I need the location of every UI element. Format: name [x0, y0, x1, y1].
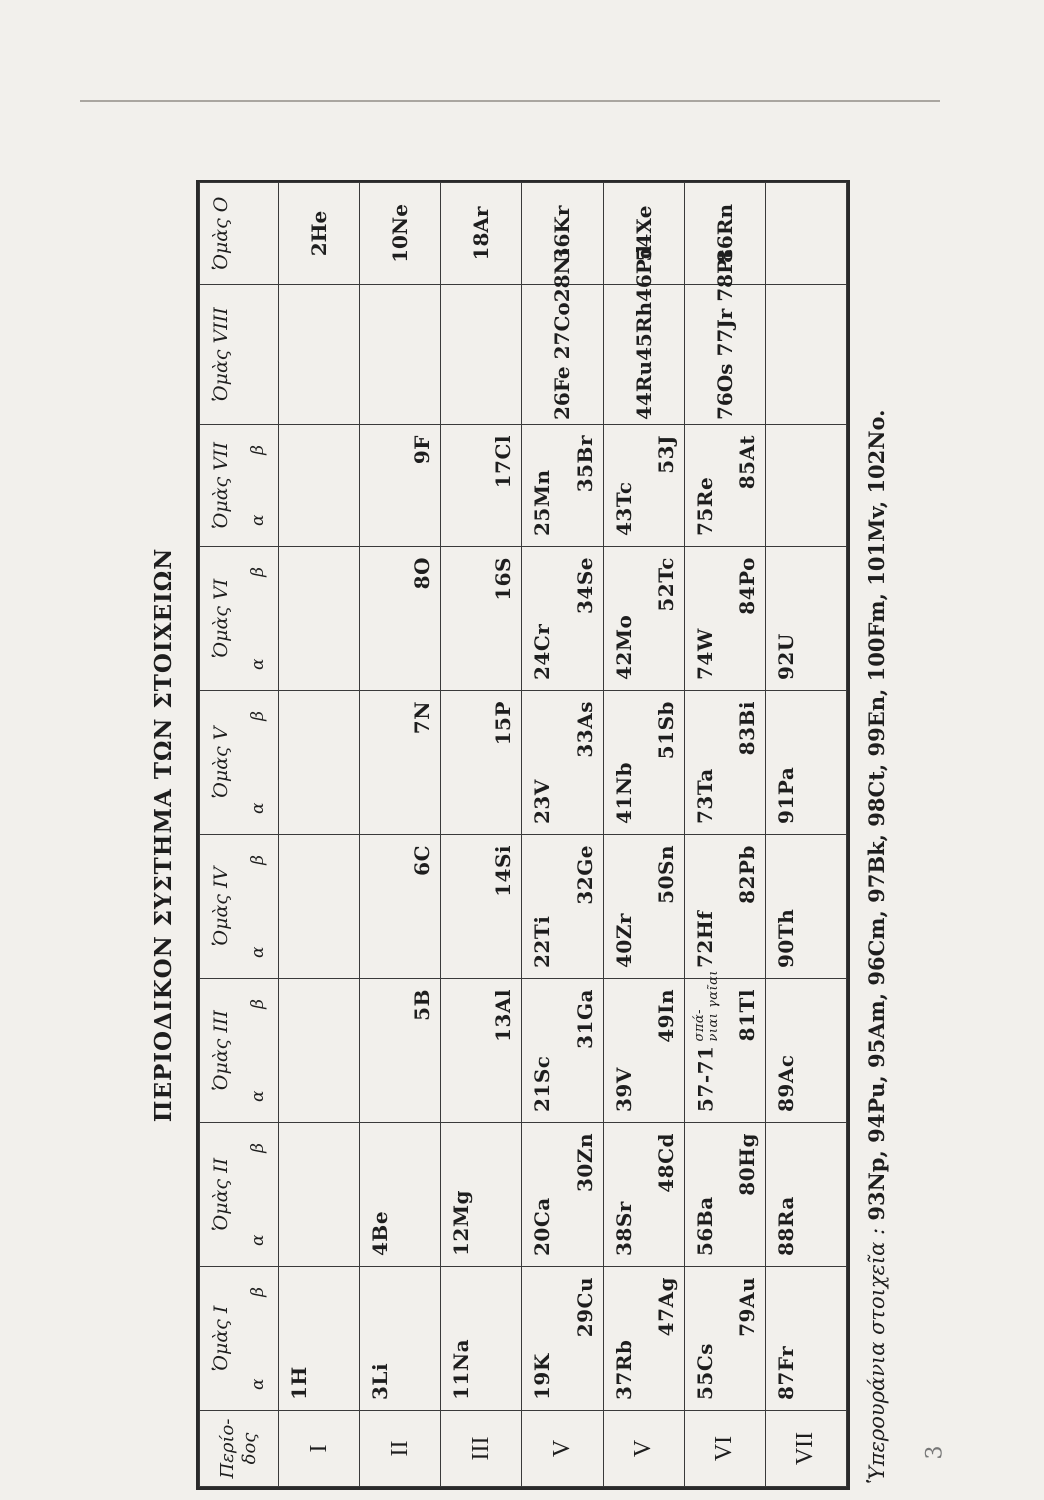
- element-symbol: 38Sr: [611, 1201, 636, 1256]
- subgroup-b-label: β: [248, 855, 268, 865]
- element-subgroup-a: [530, 1197, 554, 1256]
- period-label: I: [279, 1411, 360, 1487]
- footnote: [864, 184, 898, 1484]
- element-subgroup-a: [612, 481, 636, 536]
- element-subgroup-a: [449, 1190, 473, 1256]
- element-subgroup-b: 31Ga: [572, 989, 597, 1049]
- element-cell: [522, 979, 603, 1123]
- period-label: VII: [765, 1411, 846, 1487]
- element-cell: [360, 691, 441, 835]
- period-row: [279, 183, 360, 1487]
- period-row: [765, 183, 846, 1487]
- element-symbol: 10Ne: [388, 204, 413, 263]
- element-subgroup-b: 50Sn: [653, 845, 678, 904]
- group-name: Ὁμὰς IV: [210, 866, 232, 947]
- element-symbol: 36Kr: [550, 205, 575, 262]
- element-symbol: 26Fe 27Co28Ni: [550, 248, 575, 420]
- element-subgroup-b: 81Tl: [734, 989, 759, 1042]
- group-header-0: [200, 183, 279, 285]
- element-cell: [684, 547, 765, 691]
- group-name: Ὁμὰς VII: [210, 442, 232, 529]
- element-symbol: 87Fr: [773, 1345, 798, 1400]
- element-symbol: 57-71: [693, 1045, 718, 1112]
- element-cell: [279, 691, 360, 835]
- element-subgroup-a: [693, 911, 717, 968]
- element-cell: [765, 835, 846, 979]
- element-subgroup-b: 79Au: [734, 1277, 759, 1337]
- noble-gas-cell: [765, 183, 846, 285]
- noble-gas-cell: [603, 183, 684, 285]
- footnote-text: 93Np, 94Pu, 95Am, 96Cm, 97Bk, 98Ct, 99En, 100Fm, 101Mv, 102No.: [864, 409, 889, 1221]
- element-subgroup-b: 85At: [734, 435, 759, 490]
- element-symbol: 2He: [307, 210, 332, 257]
- noble-gas-cell: [522, 183, 603, 285]
- element-symbol: 88Ra: [773, 1196, 798, 1256]
- element-cell: [360, 425, 441, 547]
- element-subgroup-b: 15P: [491, 701, 516, 746]
- element-subgroup-a: [693, 970, 721, 1112]
- period-row: [441, 183, 522, 1487]
- page-header: [80, 68, 940, 108]
- element-cell: [603, 1267, 684, 1411]
- group-header-7: [200, 425, 279, 547]
- element-subgroup-b: 8O: [410, 557, 435, 590]
- group-viii-cell: [441, 285, 522, 425]
- element-cell: [441, 425, 522, 547]
- element-cell: [765, 691, 846, 835]
- group-name: Ὁμὰς V: [210, 726, 232, 799]
- element-cell: [279, 1123, 360, 1267]
- element-symbol: 44Ru45Rh46Pd: [631, 245, 656, 420]
- element-subgroup-a: [287, 1366, 311, 1400]
- element-subgroup-b: 82Pb: [734, 845, 759, 904]
- subgroup-a-label: α: [248, 514, 268, 526]
- group-header-3: [200, 979, 279, 1123]
- element-subgroup-b: 49In: [653, 989, 678, 1043]
- element-subgroup-b: 33As: [572, 701, 597, 758]
- period-row: [684, 183, 765, 1487]
- element-cell: [360, 835, 441, 979]
- element-symbol: 23V: [530, 779, 555, 824]
- element-symbol: 42Mo: [611, 614, 636, 680]
- element-cell: [684, 691, 765, 835]
- page-number: 3: [922, 1445, 948, 1460]
- subgroup-a-label: α: [248, 802, 268, 814]
- element-cell: [360, 979, 441, 1123]
- element-subgroup-b: 34Se: [572, 557, 597, 614]
- element-subgroup-a: [612, 913, 636, 968]
- element-cell: [684, 425, 765, 547]
- element-subgroup-b: 52Tc: [653, 557, 678, 612]
- element-subgroup-a: [530, 1056, 554, 1112]
- element-cell: [279, 425, 360, 547]
- element-symbol: 55Cs: [692, 1342, 717, 1400]
- element-cell: [279, 835, 360, 979]
- element-subgroup-a: [612, 1067, 636, 1112]
- element-subgroup-a: [693, 768, 717, 824]
- subgroup-a-label: α: [248, 1378, 268, 1390]
- element-subgroup-b: 35Br: [572, 435, 597, 493]
- element-subgroup-b: 13Al: [491, 989, 516, 1042]
- noble-gas-cell: [441, 183, 522, 285]
- group-header-8: [200, 285, 279, 425]
- element-subgroup-b: 16S: [491, 557, 516, 601]
- element-symbol: 56Ba: [692, 1196, 717, 1256]
- element-cell: [522, 547, 603, 691]
- rare-earths-note-line1: σπά-: [691, 1008, 707, 1042]
- element-subgroup-b: 14Si: [491, 845, 516, 897]
- element-cell: [765, 979, 846, 1123]
- period-row: [360, 183, 441, 1487]
- element-subgroup-a: [693, 1196, 717, 1256]
- element-subgroup-b: 5B: [410, 989, 435, 1021]
- element-cell: [522, 835, 603, 979]
- element-cell: [684, 1267, 765, 1411]
- element-subgroup-b: 30Zn: [572, 1133, 597, 1192]
- group-header-2: [200, 1123, 279, 1267]
- element-subgroup-b: 47Ag: [653, 1277, 678, 1337]
- element-subgroup-a: [774, 1346, 798, 1400]
- element-subgroup-b: 7N: [410, 701, 435, 735]
- element-symbol: 22Ti: [530, 915, 555, 968]
- element-cell: [522, 691, 603, 835]
- group-header-6: [200, 547, 279, 691]
- group-name: Ὁμὰς VI: [210, 578, 232, 659]
- group-viii-cell: [684, 249, 765, 425]
- element-cell: [603, 547, 684, 691]
- element-symbol: 11Na: [449, 1338, 474, 1400]
- subgroup-b-label: β: [248, 567, 268, 577]
- element-symbol: 74W: [692, 628, 717, 680]
- subgroup-b-label: β: [248, 711, 268, 721]
- group-name: Ὁμὰς O: [210, 196, 232, 271]
- element-subgroup-b: 80Hg: [734, 1133, 759, 1196]
- period-label: III: [441, 1411, 522, 1487]
- element-cell: [522, 1123, 603, 1267]
- element-cell: [765, 1267, 846, 1411]
- element-symbol: 40Zr: [611, 913, 636, 968]
- element-cell: [441, 835, 522, 979]
- subgroup-a-label: α: [248, 1234, 268, 1246]
- element-subgroup-a: [530, 624, 554, 680]
- header-rule: [80, 100, 940, 102]
- subgroup-b-label: β: [248, 445, 268, 455]
- group-header-5: [200, 691, 279, 835]
- element-cell: [360, 1267, 441, 1411]
- element-subgroup-b: 48Cd: [653, 1133, 678, 1193]
- element-symbol: 41Nb: [611, 761, 636, 824]
- element-cell: [765, 1123, 846, 1267]
- element-symbol: 1H: [287, 1366, 311, 1400]
- element-subgroup-b: 51Sb: [653, 701, 678, 760]
- element-symbol: 91Pa: [773, 766, 798, 824]
- element-cell: [279, 547, 360, 691]
- rare-earths-note: [693, 970, 721, 1042]
- element-cell: [441, 1123, 522, 1267]
- element-subgroup-b: 53J: [653, 435, 678, 474]
- element-cell: [441, 547, 522, 691]
- periodic-table-grid: [199, 182, 847, 1487]
- element-symbol: 12Mg: [449, 1190, 474, 1256]
- header-row: [200, 183, 279, 1487]
- element-symbol: 76Os 77Jr 78Pt: [712, 249, 737, 420]
- element-subgroup-a: [612, 1201, 636, 1256]
- element-symbol: 54Xe: [631, 205, 656, 262]
- element-cell: [684, 1123, 765, 1267]
- group-viii-cell: [360, 285, 441, 425]
- element-symbol: 86Rn: [712, 204, 737, 263]
- element-symbol: 25Mn: [530, 469, 555, 536]
- element-cell: [603, 691, 684, 835]
- element-cell: [522, 425, 603, 547]
- group-viii-cell: [279, 285, 360, 425]
- noble-gas-cell: [360, 183, 441, 285]
- group-viii-cell: [765, 285, 846, 425]
- element-symbol: 24Cr: [530, 623, 555, 680]
- periodic-table-body: [279, 183, 847, 1487]
- element-symbol: 92U: [773, 633, 798, 680]
- period-header: [200, 1411, 279, 1487]
- element-symbol: 39V: [611, 1067, 636, 1112]
- element-symbol: 3Li: [368, 1362, 393, 1400]
- element-subgroup-a: [530, 916, 554, 968]
- period-label: VI: [684, 1411, 765, 1487]
- element-cell: [441, 979, 522, 1123]
- group-viii-cell: [522, 248, 603, 425]
- rotated-table-region: [150, 180, 910, 1490]
- element-subgroup-a: [774, 1054, 798, 1112]
- element-subgroup-b: 32Ge: [572, 845, 597, 905]
- element-cell: [684, 970, 765, 1123]
- group-name: Ὁμὰς VIII: [210, 307, 232, 402]
- rare-earths-note-line2: νιαι γαῖαι: [705, 970, 721, 1042]
- element-subgroup-a: [612, 762, 636, 824]
- element-cell: [279, 979, 360, 1123]
- subgroup-a-label: α: [248, 1090, 268, 1102]
- period-label: V: [522, 1411, 603, 1487]
- element-subgroup-a: [774, 909, 798, 968]
- element-cell: [441, 1267, 522, 1411]
- subgroup-b-label: β: [248, 1287, 268, 1297]
- element-subgroup-b: 17Cl: [491, 435, 516, 489]
- element-subgroup-a: [693, 477, 717, 536]
- periodic-table: [196, 180, 850, 1490]
- element-subgroup-a: [693, 1343, 717, 1400]
- element-cell: [603, 979, 684, 1123]
- element-subgroup-a: [368, 1363, 392, 1400]
- element-symbol: 43Tc: [611, 481, 636, 536]
- subgroup-b-label: β: [248, 1143, 268, 1153]
- element-cell: [603, 1123, 684, 1267]
- element-cell: [684, 835, 765, 979]
- element-cell: [603, 425, 684, 547]
- period-label: II: [360, 1411, 441, 1487]
- element-subgroup-a: [774, 633, 798, 680]
- element-symbol: 4Be: [368, 1210, 393, 1256]
- group-viii-cell: [603, 245, 684, 425]
- element-cell: [765, 547, 846, 691]
- table-title: ΠΕΡΙΟΔΙΚΟΝ ΣΥΣΤΗΜΑ ΤΩΝ ΣΤΟΙΧΕΙΩΝ: [150, 547, 177, 1123]
- element-symbol: 72Hf: [692, 910, 717, 968]
- element-subgroup-a: [530, 779, 554, 824]
- element-symbol: 18Ar: [469, 206, 494, 261]
- subgroup-a-label: α: [248, 946, 268, 958]
- element-subgroup-b: 29Cu: [572, 1277, 597, 1338]
- element-symbol: 90Th: [773, 908, 798, 968]
- element-subgroup-b: 9F: [410, 435, 435, 465]
- element-symbol: 73Ta: [692, 768, 717, 824]
- element-symbol: 75Re: [692, 476, 717, 536]
- element-symbol: 37Rb: [611, 1339, 636, 1400]
- footnote-label: Ὑπερουράνια στοιχεῖα :: [865, 1227, 889, 1484]
- period-row: [522, 183, 603, 1487]
- group-name: Ὁμὰς I: [210, 1305, 232, 1372]
- noble-gas-cell: [684, 183, 765, 285]
- element-subgroup-a: [774, 1196, 798, 1256]
- element-cell: [360, 547, 441, 691]
- element-symbol: 89Ac: [773, 1054, 798, 1112]
- group-header-4: [200, 835, 279, 979]
- element-subgroup-a: [449, 1339, 473, 1400]
- element-subgroup-a: [612, 1340, 636, 1400]
- period-row: [603, 183, 684, 1487]
- element-cell: [522, 1267, 603, 1411]
- group-name: Ὁμὰς III: [210, 1010, 232, 1091]
- element-symbol: 19K: [530, 1353, 555, 1400]
- element-symbol: 21Sc: [530, 1055, 555, 1112]
- element-cell: [279, 1267, 360, 1411]
- period-label: V: [603, 1411, 684, 1487]
- element-subgroup-b: 83Bi: [734, 701, 759, 756]
- element-cell: [441, 691, 522, 835]
- subgroup-b-label: β: [248, 999, 268, 1009]
- element-cell: [603, 835, 684, 979]
- element-subgroup-b: 6C: [410, 845, 435, 876]
- element-cell: [765, 425, 846, 547]
- subgroup-a-label: α: [248, 658, 268, 670]
- group-name: Ὁμὰς II: [210, 1157, 232, 1232]
- group-header-1: [200, 1267, 279, 1411]
- element-subgroup-a: [530, 469, 554, 536]
- element-subgroup-a: [693, 628, 717, 680]
- element-subgroup-a: [612, 615, 636, 680]
- element-cell: [360, 1123, 441, 1267]
- element-symbol: 20Ca: [530, 1197, 555, 1256]
- period-header-line1: Περίο-: [217, 1418, 238, 1479]
- element-subgroup-a: [530, 1353, 554, 1400]
- element-subgroup-b: 84Po: [734, 557, 759, 615]
- element-subgroup-a: [368, 1211, 392, 1256]
- period-header-line2: δος: [239, 1432, 260, 1465]
- noble-gas-cell: [279, 183, 360, 285]
- element-subgroup-a: [774, 767, 798, 824]
